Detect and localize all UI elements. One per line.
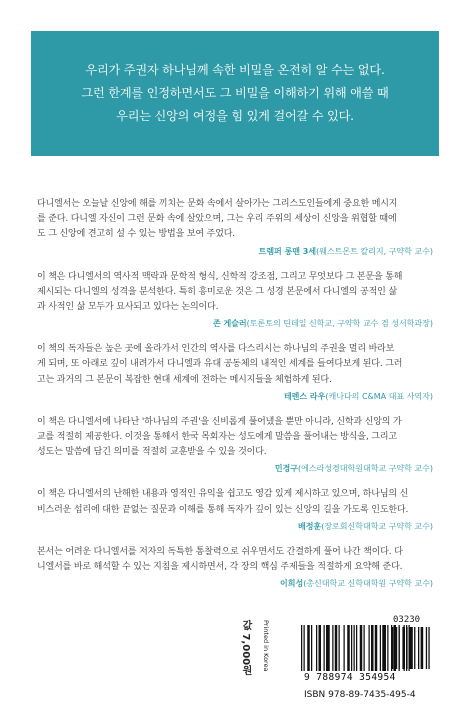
endorser-name: 민경구 [274, 464, 299, 474]
isbn-label: ISBN 978-89-7435-495-4 [304, 690, 416, 700]
barcode-bar [364, 625, 365, 671]
barcode-bar [332, 625, 333, 671]
text-line: 니엘서를 바로 해석할 수 있는 지침을 제시하면서, 각 장의 핵심 주제들을 적절하게 요약해 준다. [37, 562, 403, 573]
banner-line: 그런 한계를 인정하면서도 그 비밀을 이해하기 위해 애쓸 때 [81, 86, 389, 100]
barcode-bar [392, 627, 393, 669]
barcode-bar [399, 627, 400, 669]
endorser-name: 존 게슬러 [212, 319, 247, 329]
endorser-affiliation: (장로회신학대학교 구약학 교수) [321, 521, 433, 531]
barcode-bar [301, 625, 302, 671]
barcode-bar [326, 625, 330, 671]
text-line: 이 책은 다니엘서의 역사적 맥락과 문학적 형식, 신학적 강조점, 그리고 무엇보다 그 본문을 통해 [37, 271, 403, 282]
text-line: 이 책은 다니엘서의 난해한 내용과 영적인 유익을 쉽고도 영감 있게 제시하고 있으며, 하나님의 신 [37, 489, 409, 500]
text-line: 도 그 신앙에 견고히 설 수 있는 방법을 보여 주었다. [37, 229, 235, 240]
barcode-bar [339, 625, 340, 671]
isbn-barcode-bars [301, 625, 410, 671]
barcode-bar [304, 625, 305, 671]
barcode-bar [426, 627, 427, 669]
barcode-bar [409, 627, 413, 669]
barcode-bar [319, 625, 322, 671]
barcode-bar [335, 625, 338, 671]
barcode-bar [354, 625, 355, 671]
barcode-bar [307, 625, 310, 671]
barcode-bar [324, 625, 325, 671]
text-line: 이 책은 다니엘서에 나타난 '하나님의 주권'을 신비롭게 풀어냈을 뿐만 아니라, 신학과 신앙의 가 [37, 416, 402, 427]
barcode-bar [428, 627, 429, 669]
barcode-digits: 9 788974 354954 [304, 672, 396, 683]
endorser-name: 배정훈 [298, 521, 322, 531]
banner-line: 우리는 신앙의 여정을 힘 있게 걸어갈 수 있다. [116, 109, 354, 123]
text-line: 교를 적절히 제공한다. 이것을 통해서 한국 목회자는 성도에게 말씀을 풀어내는 방식을, 그리고 [37, 432, 397, 443]
barcode-bar [351, 625, 352, 671]
barcode-bar [369, 625, 370, 671]
barcode-bar [406, 627, 407, 669]
endorser-affiliation: (총신대학교 신학대학원 구약학 교수) [303, 579, 433, 589]
barcode-bar [371, 625, 374, 671]
barcode-bar [421, 627, 424, 669]
barcode-bar [382, 625, 386, 671]
banner-line: 우리가 주권자 하나님께 속한 비밀을 온전히 알 수는 없다. [85, 63, 385, 77]
barcode-bar [347, 625, 350, 671]
text-line: 게 되며, 또 아래로 깊이 내려가서 다니엘과 유대 공동체의 내적인 세계를 들여다보게 된다. 그러 [37, 359, 403, 370]
text-line: 를 준다. 다니엘 자신이 그런 문화 속에 살았으며, 그는 우리 주위의 세상이 신앙을 위협할 때에 [37, 214, 397, 225]
text-line: 제시되는 다니엘의 성격을 분석한다. 특히 흥미로운 것은 그 성경 본문에서 다니엘의 공적인 삶 [37, 286, 397, 297]
text-line: 이 책의 독자들은 높은 곳에 올라가서 인간의 역사를 다스리시는 하나님의 주권을 멀리 바라보 [37, 344, 395, 355]
endorser-affiliation: (웨스트몬트 칼리지, 구약학 교수) [316, 246, 433, 256]
text-line: 고는 과거의 그 본문이 복잡한 현대 세계에 전하는 메시지들을 체험하게 된다. [37, 374, 332, 385]
barcode-bar [356, 625, 357, 671]
barcode-bar [402, 627, 405, 669]
barcode-bar [375, 625, 378, 671]
addon-code: 03230 [393, 615, 421, 625]
barcode-bar [316, 625, 317, 671]
printed-in-label: Printed in Korea [262, 620, 270, 672]
endorser-name: 트렘퍼 롱맨 3세 [258, 246, 317, 256]
price-label: 값 7,000원 [240, 620, 251, 676]
endorser-name: 테렌스 라우 [283, 391, 326, 401]
barcode-bar [311, 625, 312, 671]
barcode-bar [360, 625, 363, 671]
barcode-bar [387, 625, 388, 671]
barcode-bar [414, 627, 415, 669]
endorser-affiliation: (캐나다의 C&MA 대표 사역자) [325, 391, 433, 401]
endorser-affiliation: (에스라성경대학원대학교 구약학 교수) [298, 464, 433, 474]
text-line: 본서는 어려운 다니엘서를 저자의 독특한 통찰력으로 쉬우면서도 간결하게 풀어 나간 책이다. 다 [37, 546, 403, 557]
barcode-bar [418, 627, 419, 669]
text-line: 비스러운 섭리에 대한 끝없는 질문과 이해를 통해 독자가 깊이 있는 신앙의 길을 가도록 인도한다. [37, 504, 409, 515]
addon-barcode-bars [392, 627, 430, 669]
endorser-name: 이희성 [280, 579, 304, 589]
barcode-bar [344, 625, 345, 671]
text-line: 다니엘서는 오늘날 신앙에 해를 끼치는 문화 속에서 살아가는 그리스도인들에게 중요한 메시지 [37, 199, 398, 209]
barcode-bar [395, 627, 398, 669]
endorser-affiliation: (토론토의 틴데일 신학교, 구약학 교수 겸 성서학과장) [246, 319, 433, 329]
text-line: 과 사적인 삶 모두가 묘사되고 있다는 논의이다. [37, 302, 219, 313]
barcode-bar [380, 625, 381, 671]
text-line: 성도는 말씀에 담긴 의미를 적절히 교훈받을 수 있을 것이다. [37, 447, 267, 458]
